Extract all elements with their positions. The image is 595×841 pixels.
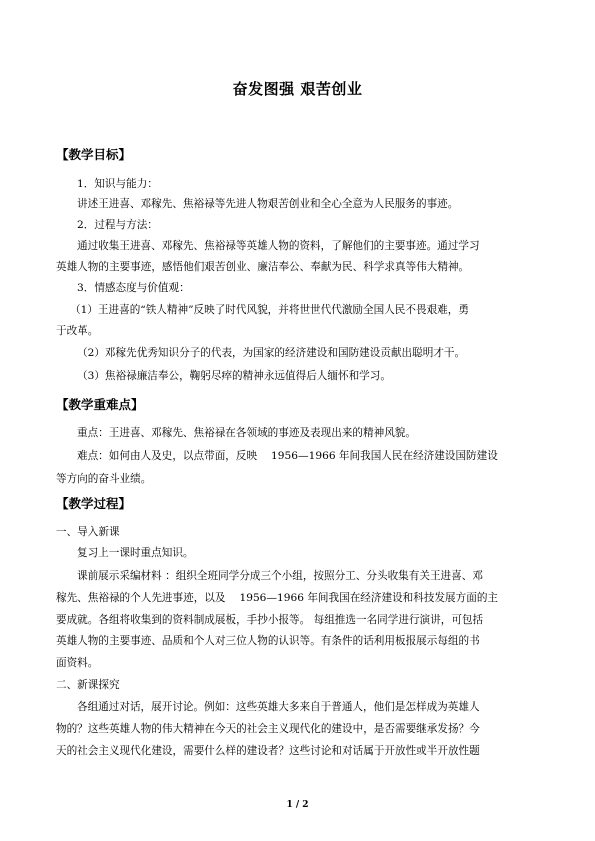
paragraph-line: 英雄人物的主要事迹，感悟他们艰苦创业、廉洁奉公、奉献为民、科学求真等伟大精神。 [56, 261, 470, 273]
section-heading-process: 【教学过程】 [56, 496, 132, 511]
paragraph-line: 等方向的奋斗业绩。 [56, 473, 152, 485]
paragraph-line: 物的？这些英雄人物的伟大精神在今天的社会主义现代化的建设中，是否需要继承发扬？今 [56, 723, 480, 735]
paragraph-line: 1．知识与能力： [77, 178, 158, 190]
paragraph-line: 一、导入新课 [56, 526, 120, 538]
section-heading-keypoints: 【教学重难点】 [56, 397, 144, 412]
paragraph-line: 二、新课探究 [56, 679, 120, 691]
page-number: 1 / 2 [286, 800, 309, 810]
paragraph-line: （2）邓稼先优秀知识分子的代表，为国家的经济建设和国防建设贡献出聪明才干。 [77, 347, 466, 359]
paragraph-line: 难点：如何由人及史，以点带面，反映 1956—1966 年间我国人民在经济建设国防建设 [77, 450, 498, 462]
document-title: 奋发图强 艰苦创业 [232, 80, 363, 98]
paragraph-line: （1）王进喜的“铁人精神”反映了时代风貌，并将世世代代激励全国人民不畏艰难，勇 [70, 304, 469, 316]
paragraph-line: 2．过程与方法： [77, 219, 158, 231]
paragraph-line: 面资料。 [56, 657, 99, 669]
paragraph-line: 各组通过对话，展开讨论。例如：这些英雄大多来自于普通人，他们是怎样成为英雄人 [77, 701, 480, 713]
paragraph-line: 稼先、焦裕禄的个人先进事迹，以及 1956—1966 年间我国在经济建设和科技发展方面的主 [56, 592, 499, 604]
paragraph-line: 复习上一课时重点知识。 [77, 547, 194, 559]
paragraph-line: 课前展示采编材料 ：组织全班同学分成三个小组，按照分工、分头收集有关王进喜、邓 [77, 570, 483, 582]
paragraph-line: 通过收集王进喜、邓稼先、焦裕禄等英雄人物的资料，了解他们的主要事迹。通过学习 [77, 240, 480, 252]
paragraph-line: 英雄人物的主要事迹、品质和个人对三位人物的认识等。有条件的话利用板报展示每组的书 [56, 635, 480, 647]
paragraph-line: 重点：王进喜、邓稼先、焦裕禄在各领域的事迹及表现出来的精神风貌。 [77, 427, 416, 439]
paragraph-line: 天的社会主义现代化建设，需要什么样的建设者？这些讨论和对话属于开放性或半开放性题 [56, 745, 480, 757]
paragraph-line: 讲述王进喜、邓稼先、焦裕禄等先进人物艰苦创业和全心全意为人民服务的事迹。 [77, 198, 459, 210]
section-heading-goals: 【教学目标】 [56, 147, 132, 162]
paragraph-line: 于改革。 [56, 325, 99, 337]
paragraph-line: 要成就。各组将收集到的资料制成展板，手抄小报等。 每组推选一名同学进行演讲，可包括 [56, 614, 484, 626]
paragraph-line: 3．情感态度与价值观： [77, 282, 190, 294]
paragraph-line: （3）焦裕禄廉洁奉公，鞠躬尽瘁的精神永远值得后人缅怀和学习。 [77, 370, 391, 382]
